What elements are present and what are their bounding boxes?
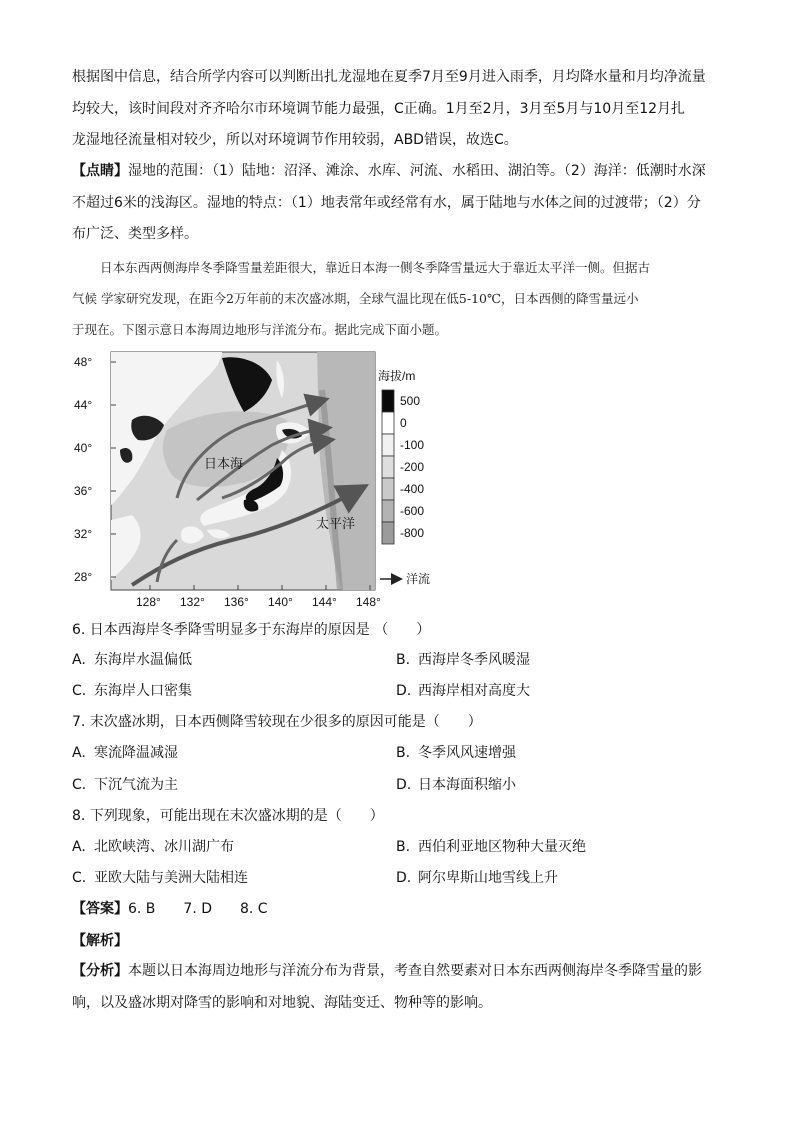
- legend-swatch: [382, 390, 394, 412]
- japan-sea-map-figure: [72, 350, 452, 610]
- legend-value-label: -800: [400, 526, 425, 540]
- intro-line: 龙湿地径流量相对较少，所以对环境调节作用较弱，ABD错误，故选C。: [72, 132, 518, 148]
- reading-passage: [72, 252, 732, 345]
- q7-option-d[interactable]: D. 日本海面积缩小: [396, 777, 516, 793]
- legend-value-label: 0: [400, 416, 407, 430]
- legend-value-label: 500: [400, 394, 421, 408]
- q7-option-b[interactable]: B. 冬季风风速增强: [396, 745, 516, 761]
- legend-swatch: [382, 434, 394, 456]
- fenxi-paragraph: [72, 956, 732, 1019]
- passage-line: 气候 学家研究发现，在距今2万年前的末次盛冰期，全球气温比现在低5-10℃，日本西侧的降雪量远小: [72, 291, 639, 306]
- legend-swatch: [382, 412, 394, 434]
- passage-line: 于现在。下图示意日本海周边地形与洋流分布。据此完成下面小题。: [72, 322, 448, 337]
- x-tick-label: 148°: [356, 595, 381, 609]
- question-7-stem: 7. 末次盛冰期，日本西侧降雪较现在少很多的原因可能是（ ）: [72, 714, 482, 730]
- x-tick-label: 144°: [312, 595, 337, 609]
- x-tick-label: 132°: [180, 595, 205, 609]
- dianjing-line: 不超过6米的浅海区。湿地的特点：（1）地表常年或经常有水，属于陆地与水体之间的过渡带；（2）分: [72, 194, 701, 211]
- y-tick-label: 40°: [74, 441, 93, 455]
- q7-option-a[interactable]: A. 寒流降温减湿: [72, 745, 178, 761]
- q6-option-b[interactable]: B. 西海岸冬季风暖湿: [396, 652, 530, 668]
- y-tick-label: 32°: [74, 527, 93, 541]
- q8-option-c[interactable]: C. 亚欧大陆与美洲大陆相连: [72, 870, 248, 886]
- y-tick-label: 48°: [74, 355, 93, 369]
- legend-value-label: -200: [400, 460, 425, 474]
- q6-option-c[interactable]: C. 东海岸人口密集: [72, 683, 192, 699]
- y-tick-label: 28°: [74, 570, 93, 584]
- legend-title: 海拔/m: [378, 369, 416, 383]
- label-pacific: 太平洋: [316, 516, 356, 531]
- legend-value-label: -400: [400, 482, 425, 496]
- legend-swatch: [382, 456, 394, 478]
- x-tick-label: 140°: [268, 595, 293, 609]
- intro-line: 根据图中信息，结合所学内容可以判断出扎龙湿地在夏季7月至9月进入雨季，月均降水量和月均净流量: [72, 69, 706, 85]
- dianjing-line: 布广泛、类型多样。: [72, 226, 198, 242]
- legend-swatch: [382, 522, 394, 544]
- elevation-legend: [382, 390, 424, 544]
- answer-label: 【答案】: [72, 901, 128, 917]
- answer-text: 6. B 7. D 8. C: [128, 901, 268, 917]
- legend-value-label: -600: [400, 504, 425, 518]
- q6-option-d[interactable]: D. 西海岸相对高度大: [396, 683, 530, 699]
- analysis-heading: 【解析】: [72, 933, 128, 949]
- x-tick-label: 128°: [136, 595, 161, 609]
- q6-option-a[interactable]: A. 东海岸水温偏低: [72, 652, 192, 668]
- x-tick-label: 136°: [224, 595, 249, 609]
- q7-option-c[interactable]: C. 下沉气流为主: [72, 777, 178, 793]
- fenxi-line: 本题以日本海周边地形与洋流分布为背景，考查自然要素对日本东西两侧海岸冬季降雪量的影: [128, 963, 702, 979]
- q8-option-a[interactable]: A. 北欧峡湾、冰川湖广布: [72, 839, 234, 855]
- y-axis-ticks: [74, 355, 116, 584]
- fenxi-line: 响，以及盛冰期对降雪的影响和对地貌、海陆变迁、物种等的影响。: [72, 994, 492, 1011]
- answer-line: [72, 899, 268, 919]
- q8-option-d[interactable]: D. 阿尔卑斯山地雪线上升: [396, 870, 558, 886]
- y-tick-label: 36°: [74, 484, 93, 498]
- dianjing-label: 【点睛】: [72, 163, 128, 179]
- passage-line: 日本东西两侧海岸冬季降雪量差距很大，靠近日本海一侧冬季降雪量远大于靠近太平洋一侧。但据古: [100, 260, 651, 275]
- legend-swatch: [382, 500, 394, 522]
- label-japan-sea: 日本海: [204, 456, 244, 471]
- legend-value-label: -100: [400, 438, 425, 452]
- legend-swatch: [382, 478, 394, 500]
- intro-line: 均较大，该时间段对齐齐哈尔市环境调节能力最强，C正确。1月至2月，3月至5月与10月至12月扎: [72, 100, 686, 117]
- question-8-stem: 8. 下列现象，可能出现在末次盛冰期的是（ ）: [72, 808, 384, 824]
- legend-current-label: 洋流: [406, 572, 431, 586]
- fenxi-label: 【分析】: [72, 963, 128, 979]
- dianjing-paragraph: [72, 156, 732, 251]
- intro-paragraph: [72, 62, 732, 157]
- dianjing-line: 湿地的范围：（1）陆地：沼泽、滩涂、水库、河流、水稻田、湖泊等。（2）海洋：低潮时水深: [128, 163, 706, 179]
- y-tick-label: 44°: [74, 398, 93, 412]
- q8-option-b[interactable]: B. 西伯利亚地区物种大量灭绝: [396, 839, 586, 855]
- question-6-stem: 6. 日本西海岸冬季降雪明显多于东海岸的原因是 （ ）: [72, 622, 431, 638]
